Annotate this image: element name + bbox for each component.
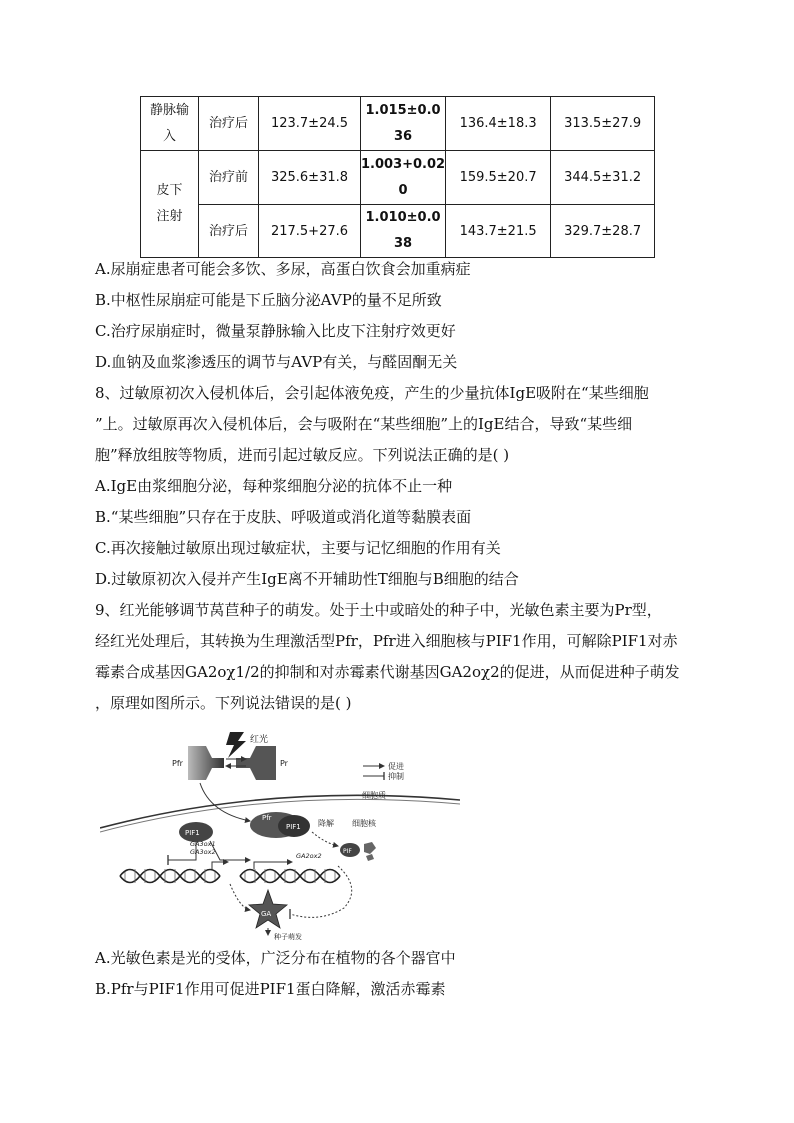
value-cell: 325.6±31.8 [259,151,361,205]
q8-option-d: D.过敏原初次入侵并产生IgE离不开辅助性T细胞与B细胞的结合 [95,570,519,588]
value-cell: 217.5+27.6 [259,205,361,258]
q9-option-a: A.光敏色素是光的受体，广泛分布在植物的各个器官中 [95,949,456,967]
group-label-line1: 静脉输 [149,102,189,118]
ga-label: GA [261,910,272,918]
q7-option-c: C.治疗尿崩症时，微量泵静脉输入比皮下注射疗效更好 [95,322,456,340]
pif-fragment-label: PIF [343,848,352,855]
stage-cell: 治疗后 [199,97,259,151]
germination-label: 种子萌发 [274,933,302,941]
value-line: 38 [394,236,413,251]
complex-pif1-label: PIF1 [286,823,301,831]
q9-stem-line1: 9、红光能够调节莴苣种子的萌发。处于土中或暗处的种子中，光敏色素主要为Pr型， [95,601,662,619]
degrade-label: 降解 [318,819,334,828]
pfr-label: Pfr [172,759,183,768]
data-table [140,96,655,258]
q8-stem-line3: 胞”释放组胺等物质，进而引起过敏反应。下列说法正确的是( ) [95,446,510,464]
value-line: 1.010±0.0 [365,210,441,225]
group-label-line2: 注射 [156,209,183,224]
q7-option-d: D.血钠及血浆渗透压的调节与AVP有关，与醛固酮无关 [95,353,458,371]
nucleus-label: 细胞核 [352,819,376,828]
q8-option-b: B.“某些细胞”只存在于皮肤、呼吸道或消化道等黏膜表面 [95,508,472,526]
group-cell [141,151,199,258]
value-cell [361,205,446,258]
q8-stem-line1: 8、过敏原初次入侵机体后，会引起体液免疫，产生的少量抗体IgE吸附在“某些细胞 [95,384,649,402]
group-label-line2: 入 [162,128,176,144]
q9-stem-line4: ，原理如图所示。下列说法错误的是( ) [95,694,352,712]
table-row [141,97,655,151]
q9-stem-line3: 霉素合成基因GA2oχ1/2的抑制和对赤霉素代谢基因GA2oχ2的促进，从而促进种子萌发 [95,663,680,681]
group-cell [141,97,199,151]
phytochrome-diagram [100,728,460,943]
q8-option-c: C.再次接触过敏原出现过敏症状，主要与记忆细胞的作用有关 [95,539,501,557]
ga3ox2-label: GA3ox2 [190,848,216,856]
ga3ox1-label: GA3ox1 [190,840,216,848]
pr-shape [236,746,276,780]
table-row [141,151,655,205]
pr-label: Pr [280,759,288,768]
value-line: 36 [394,128,413,144]
value-cell: 329.7±28.7 [551,205,655,258]
value-line: 1.015±0.0 [365,102,441,118]
dna-helix-1 [120,869,220,883]
dna-helix-2 [240,869,340,883]
value-cell: 143.7±21.5 [446,205,551,258]
red-light-label: 红光 [250,735,269,745]
q7-option-b: B.中枢性尿崩症可能是下丘脑分泌AVP的量不足所致 [95,291,442,309]
q8-stem-line2: ”上。过敏原再次入侵机体后，会与吸附在“某些细胞”上的IgE结合，导致“某些细 [95,415,633,433]
lightning-icon [226,732,246,758]
legend-promote: 促进 [388,762,404,771]
value-cell: 136.4±18.3 [446,97,551,151]
value-cell: 344.5±31.2 [551,151,655,205]
pif1-label: PIF1 [185,829,200,837]
value-line: 0 [398,182,408,198]
cytoplasm-label: 细胞质 [362,791,386,800]
ga-star-icon [249,890,287,928]
complex-pfr-label: Pfr [262,814,272,822]
value-cell [361,151,446,205]
value-line: 1.003+0.02 [361,156,446,172]
ga2ox2-label: GA2ox2 [296,852,322,860]
value-cell [361,97,446,151]
value-cell: 313.5±27.9 [551,97,655,151]
legend-inhibit: 抑制 [388,772,404,781]
stage-cell: 治疗前 [199,151,259,205]
pfr-pif1-complex [250,812,310,838]
pfr-shape [188,746,224,780]
q8-option-a: A.IgE由浆细胞分泌，每种浆细胞分泌的抗体不止一种 [95,477,453,495]
q9-option-b: B.Pfr与PIF1作用可促进PIF1蛋白降解，激活赤霉素 [95,980,446,998]
table-row [141,205,655,258]
stage-cell: 治疗后 [199,205,259,258]
q9-stem-line2: 经红光处理后，其转换为生理激活型Pfr，Pfr进入细胞核与PIF1作用，可解除PIF1对赤 [95,632,678,650]
group-label-line1: 皮下 [156,183,183,198]
value-cell: 159.5±20.7 [446,151,551,205]
q7-option-a: A.尿崩症患者可能会多饮、多尿，高蛋白饮食会加重病症 [95,260,471,278]
value-cell: 123.7±24.5 [259,97,361,151]
